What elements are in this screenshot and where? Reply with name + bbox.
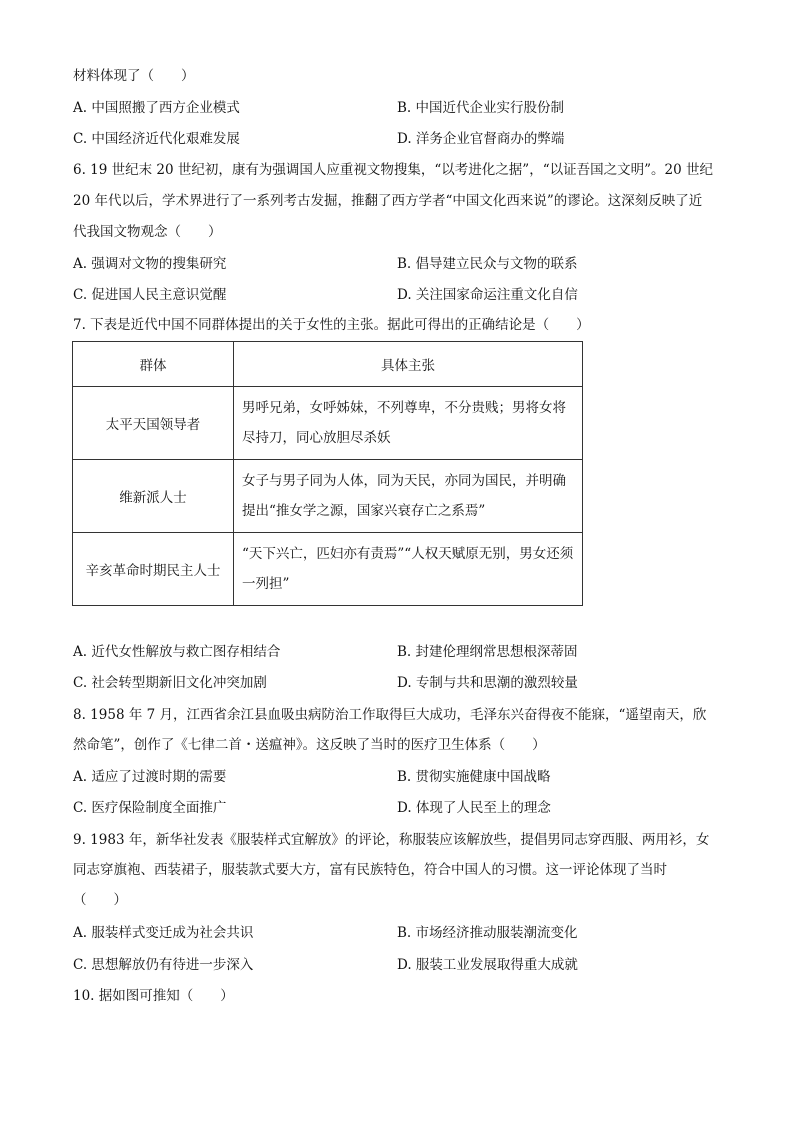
table-row bbox=[73, 533, 583, 606]
table-cell-group: 维新派人士 bbox=[73, 460, 234, 533]
table-row bbox=[73, 387, 583, 460]
question-9-line-2: 同志穿旗袍、西装裙子，服装款式要大方，富有民族特色，符合中国人的习惯。这一评论体现了当时 bbox=[73, 862, 667, 878]
question-6-line-1: 6. 19 世纪末 20 世纪初，康有为强调国人应重视文物搜集，“以考进化之据”，“以证吾国之文明”。20 世纪 bbox=[73, 162, 713, 178]
table-header-claim: 具体主张 bbox=[234, 342, 583, 387]
question-8-line-1: 8. 1958 年 7 月，江西省余江县血吸虫病防治工作取得巨大成功，毛泽东兴奋得夜不能寐，“遥望南天，欣 bbox=[73, 707, 707, 723]
option-7b: B. 封建伦理纲常思想根深蒂固 bbox=[397, 644, 578, 660]
table-cell-claim: 女子与男子同为人体，同为天民，亦同为国民，并明确提出“推女学之源，国家兴衰存亡之系焉” bbox=[234, 460, 583, 533]
question-7-stem: 7. 下表是近代中国不同群体提出的关于女性的主张。据此可得出的正确结论是（ ） bbox=[73, 317, 590, 333]
option-6c: C. 促进国人民主意识觉醒 bbox=[73, 287, 227, 303]
option-6d: D. 关注国家命运注重文化自信 bbox=[397, 287, 578, 303]
table-cell-claim: 男呼兄弟，女呼姊妹，不列尊卑，不分贵贱；男将女将尽持刀，同心放胆尽杀妖 bbox=[234, 387, 583, 460]
option-5b: B. 中国近代企业实行股份制 bbox=[397, 100, 565, 116]
question-6-line-2: 20 年代以后，学术界进行了一系列考古发掘，推翻了西方学者“中国文化西来说”的谬论。这深刻反映了近 bbox=[73, 193, 703, 209]
option-9b: B. 市场经济推动服装潮流变化 bbox=[397, 925, 578, 941]
question-7-table bbox=[72, 341, 583, 606]
question-9-line-1: 9. 1983 年，新华社发表《服装样式宜解放》的评论，称服装应该解放些，提倡男同志穿西服、两用衫，女 bbox=[73, 832, 710, 848]
option-9a: A. 服装样式变迁成为社会共识 bbox=[73, 925, 254, 941]
question-10-stem: 10. 据如图可推知（ ） bbox=[73, 988, 234, 1004]
table-cell-claim: “天下兴亡，匹妇亦有责焉”“人权天赋原无别，男女还须一列担” bbox=[234, 533, 583, 606]
table-cell-group: 辛亥革命时期民主人士 bbox=[73, 533, 234, 606]
option-5d: D. 洋务企业官督商办的弊端 bbox=[397, 131, 565, 147]
option-8d: D. 体现了人民至上的理念 bbox=[397, 800, 551, 816]
question-8-line-2: 然命笔”，创作了《七律二首・送瘟神》。这反映了当时的医疗卫生体系（ ） bbox=[73, 737, 546, 753]
option-5c: C. 中国经济近代化艰难发展 bbox=[73, 131, 240, 147]
option-8a: A. 适应了过渡时期的需要 bbox=[73, 769, 227, 785]
table-header-group: 群体 bbox=[73, 342, 234, 387]
option-5a: A. 中国照搬了西方企业模式 bbox=[73, 100, 240, 116]
option-7a: A. 近代女性解放与救亡图存相结合 bbox=[73, 644, 281, 660]
option-7d: D. 专制与共和思潮的激烈较量 bbox=[397, 675, 578, 691]
option-6a: A. 强调对文物的搜集研究 bbox=[73, 256, 227, 272]
option-7c: C. 社会转型期新旧文化冲突加剧 bbox=[73, 675, 267, 691]
option-9c: C. 思想解放仍有待进一步深入 bbox=[73, 957, 254, 973]
question-6-line-3: 代我国文物观念（ ） bbox=[73, 224, 222, 240]
option-9d: D. 服装工业发展取得重大成就 bbox=[397, 957, 578, 973]
table-row bbox=[73, 460, 583, 533]
option-8c: C. 医疗保险制度全面推广 bbox=[73, 800, 227, 816]
option-6b: B. 倡导建立民众与文物的联系 bbox=[397, 256, 578, 272]
table-header-row bbox=[73, 342, 583, 387]
table-cell-group: 太平天国领导者 bbox=[73, 387, 234, 460]
question-5-tail: 材料体现了（ ） bbox=[73, 68, 195, 84]
option-8b: B. 贯彻实施健康中国战略 bbox=[397, 769, 551, 785]
question-9-line-3: （ ） bbox=[73, 892, 127, 908]
